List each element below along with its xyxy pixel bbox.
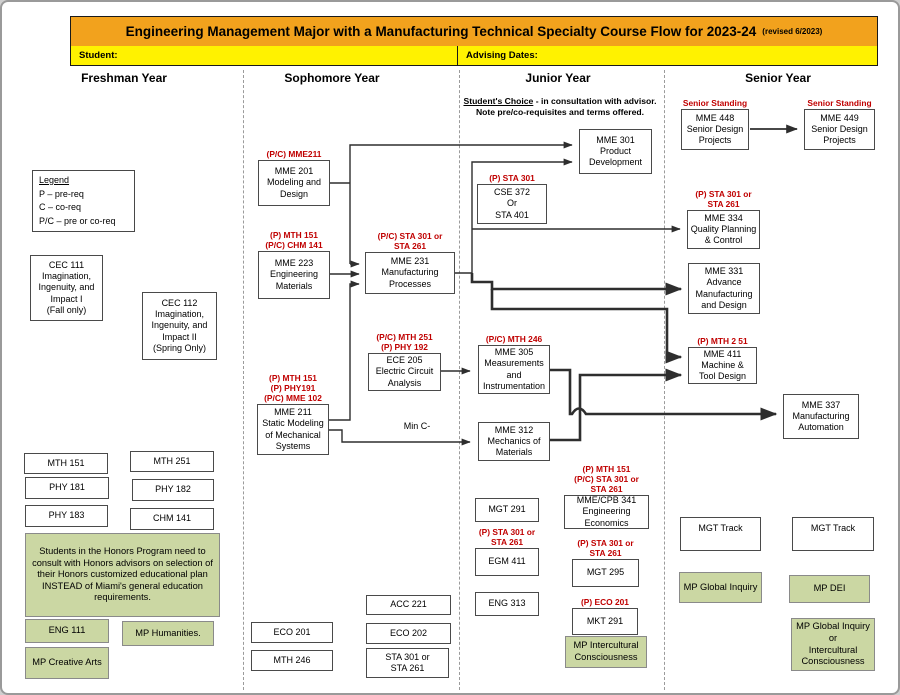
course-box-ece-205: (P/C) MTH 251 (P) PHY 192 ECE 205 Electric Circuit Analysis bbox=[368, 353, 441, 391]
junior-note-bold: Student's Choice bbox=[463, 96, 534, 106]
course-box-acc-221: ACC 221 bbox=[366, 595, 451, 615]
course-box-mme-305: (P/C) MTH 246 MME 305 Measurements and Instrumentation bbox=[478, 345, 550, 394]
flow-arrow-mme211-to-mme312 bbox=[329, 430, 470, 442]
course-box-sta-301-261: STA 301 or STA 261 bbox=[366, 648, 449, 678]
legend-box bbox=[32, 170, 135, 232]
prereq-label-mme-223: (P) MTH 151 (P/C) CHM 141 bbox=[265, 230, 323, 251]
column-header-freshman-year: Freshman Year bbox=[81, 71, 167, 85]
prereq-label-mme-231: (P/C) STA 301 or STA 261 bbox=[377, 231, 443, 252]
legend-item-p: P – pre-req bbox=[39, 188, 84, 199]
course-box-eco-202: ECO 202 bbox=[366, 623, 451, 644]
junior-year-note bbox=[461, 96, 659, 118]
course-box-mp-global-or-intercultural: MP Global Inquiry or Intercultural Consciousness bbox=[791, 618, 875, 671]
course-box-mth-251: MTH 251 bbox=[130, 451, 214, 472]
course-box-honors-note: Students in the Honors Program need to consult with Honors advisors on selection of their Honors customized educational plan INSTEAD of Miami's general education requirements. bbox=[25, 533, 220, 617]
course-box-phy-183: PHY 183 bbox=[25, 505, 108, 527]
course-box-mgt-track-1: MGT Track bbox=[680, 517, 761, 551]
course-box-egm-411: (P) STA 301 or STA 261 EGM 411 bbox=[475, 548, 539, 576]
legend-item-pc: P/C – pre or co-req bbox=[39, 215, 116, 226]
course-box-cse-372-sta-401: (P) STA 301 CSE 372 Or STA 401 bbox=[477, 184, 547, 224]
legend-title: Legend bbox=[39, 175, 70, 185]
advising-dates-label: Advising Dates: bbox=[466, 50, 538, 61]
prereq-label-egm-411: (P) STA 301 or STA 261 bbox=[478, 527, 536, 548]
course-box-cec-111: CEC 111 Imagination, Ingenuity, and Impact I (Fall only) bbox=[30, 255, 103, 321]
min-c-label: Min C- bbox=[403, 421, 431, 431]
course-box-mme-231: (P/C) STA 301 or STA 261 MME 231 Manufacturing Processes bbox=[365, 252, 455, 294]
prereq-label-mkt-291: (P) ECO 201 bbox=[581, 597, 629, 608]
column-separator-2 bbox=[459, 70, 460, 690]
course-box-mgt-295: (P) STA 301 or STA 261 MGT 295 bbox=[572, 559, 639, 587]
prereq-label-ece-205: (P/C) MTH 251 (P) PHY 192 bbox=[376, 332, 433, 353]
course-box-mme-331: MME 331 Advance Manufacturing and Design bbox=[688, 263, 760, 314]
legend-item-c: C – co-req bbox=[39, 202, 82, 212]
course-box-mme-211: (P) MTH 151 (P) PHY191 (P/C) MME 102 MME 211 Static Modeling of Mechanical Systems bbox=[257, 404, 329, 455]
course-box-mth-246: MTH 246 bbox=[251, 650, 333, 671]
course-box-mth-151: MTH 151 bbox=[24, 453, 108, 474]
student-label: Student: bbox=[71, 46, 458, 65]
prereq-label-mme-201: (P/C) MME211 bbox=[266, 149, 322, 160]
course-box-mme-448: Senior Standing MME 448 Senior Design Projects bbox=[681, 109, 749, 150]
column-separator-3 bbox=[664, 70, 665, 690]
course-box-mme-cpb-341: (P) MTH 151 (P/C) STA 301 or STA 261 MME/CPB 341 Engineering Economics bbox=[564, 495, 649, 529]
prereq-label-mme-211: (P) MTH 151 (P) PHY191 (P/C) MME 102 bbox=[264, 373, 322, 404]
course-box-mme-201: (P/C) MME211 MME 201 Modeling and Design bbox=[258, 160, 330, 206]
prereq-label-mme-cpb-341: (P) MTH 151 (P/C) STA 301 or STA 261 bbox=[574, 464, 639, 495]
title-banner bbox=[70, 16, 878, 47]
flow-arrow-mme231-to-mme331 bbox=[472, 273, 681, 289]
course-box-eng-313: ENG 313 bbox=[475, 592, 539, 616]
course-box-mp-humanities: MP Humanities. bbox=[122, 621, 214, 646]
column-header-senior-year: Senior Year bbox=[745, 71, 811, 85]
course-box-mme-411: (P) MTH 2 51 MME 411 Machine & Tool Design bbox=[688, 347, 757, 384]
page-title: Engineering Management Major with a Manufacturing Technical Specialty Course Flow for 2023-24 bbox=[125, 24, 757, 39]
course-box-mme-337: MME 337 Manufacturing Automation bbox=[783, 394, 859, 439]
course-box-mme-301: MME 301 Product Development bbox=[579, 129, 652, 174]
student-advising-banner bbox=[70, 46, 878, 66]
course-box-eco-201: ECO 201 bbox=[251, 622, 333, 643]
prereq-label-cse-372-sta-401: (P) STA 301 bbox=[489, 173, 535, 184]
course-box-mp-creative-arts: MP Creative Arts bbox=[25, 647, 109, 679]
course-box-mme-449: Senior Standing MME 449 Senior Design Projects bbox=[804, 109, 875, 150]
prereq-label-mgt-295: (P) STA 301 or STA 261 bbox=[577, 538, 634, 559]
course-box-mkt-291: (P) ECO 201 MKT 291 bbox=[572, 608, 638, 635]
revision-note: (revised 6/2023) bbox=[762, 27, 823, 36]
course-box-chm-141: CHM 141 bbox=[130, 508, 214, 530]
course-box-mme-223: (P) MTH 151 (P/C) CHM 141 MME 223 Engineering Materials bbox=[258, 251, 330, 299]
course-box-mp-dei: MP DEI bbox=[789, 575, 870, 603]
prereq-label-mme-334: (P) STA 301 or STA 261 bbox=[695, 189, 752, 210]
course-box-phy-182: PHY 182 bbox=[132, 479, 214, 501]
flow-arrow-mme211-to-mme231 bbox=[329, 284, 359, 420]
course-box-mp-global-inquiry: MP Global Inquiry bbox=[679, 572, 762, 603]
prereq-label-mme-411: (P) MTH 2 51 bbox=[697, 336, 748, 347]
course-box-mgt-291: MGT 291 bbox=[475, 498, 539, 522]
prereq-label-mme-449: Senior Standing bbox=[807, 98, 872, 109]
course-box-mme-334: (P) STA 301 or STA 261 MME 334 Quality Planning & Control bbox=[687, 210, 760, 249]
course-box-mp-intercultural: MP Intercultural Consciousness bbox=[565, 636, 647, 668]
junior-note-rest: - in consultation with advisor. bbox=[533, 96, 657, 106]
column-header-sophomore-year: Sophomore Year bbox=[284, 71, 380, 85]
prereq-label-mme-448: Senior Standing bbox=[682, 98, 748, 109]
course-box-cec-112: CEC 112 Imagination, Ingenuity, and Impact II (Spring Only) bbox=[142, 292, 217, 360]
course-box-mme-312: MME 312 Mechanics of Materials bbox=[478, 422, 550, 461]
junior-note-line2: Note pre/co-requisites and terms offered. bbox=[475, 107, 645, 118]
column-header-junior-year: Junior Year bbox=[525, 71, 591, 85]
course-box-phy-181: PHY 181 bbox=[25, 477, 109, 499]
flow-arrow-mme312-to-mme411 bbox=[550, 375, 681, 440]
column-separator-1 bbox=[243, 70, 244, 690]
course-box-eng-111: ENG 111 bbox=[25, 619, 109, 643]
course-box-mgt-track-2: MGT Track bbox=[792, 517, 874, 551]
prereq-label-mme-305: (P/C) MTH 246 bbox=[485, 334, 543, 345]
